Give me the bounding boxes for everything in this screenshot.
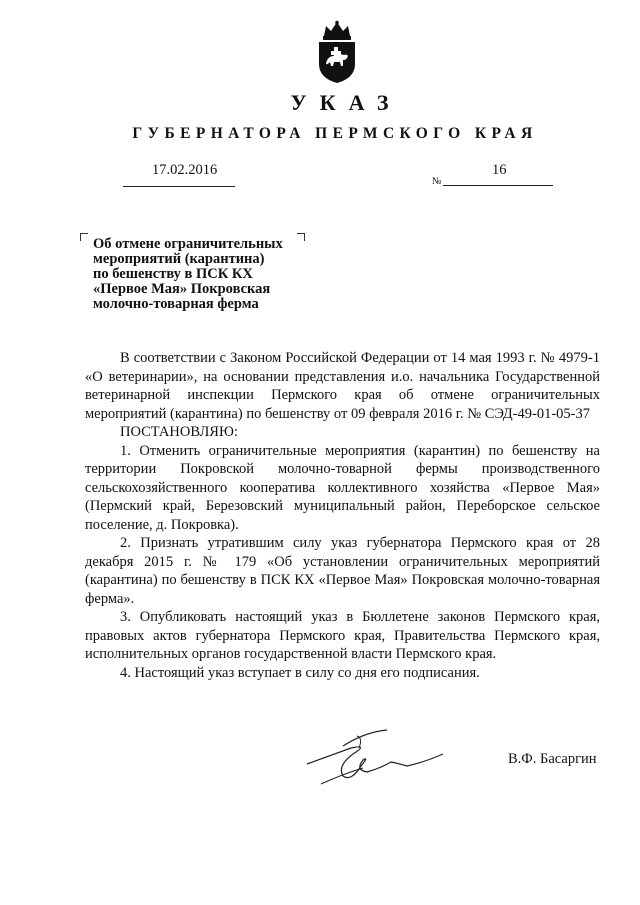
decree-number: 16 xyxy=(492,162,507,178)
date-underline xyxy=(123,186,235,187)
subject-bracket-left xyxy=(80,233,88,241)
decree-item: 2. Признать утратившим силу указ губернатора Пермского края от 28 декабря 2015 г. № 179 «Об установлении ограничительных мероприятий (карантина) по бешенству в ПСК КХ «Первое Мая» Покровская молочно-товарная ферма». xyxy=(85,535,600,607)
signature-icon xyxy=(303,718,455,788)
preamble-paragraph: В соответствии с Законом Российской Федерации от 14 мая 1993 г. № 4979-1 «О ветеринарии», на основании представления и.о. начальника Государственной ветеринарной инспекции Пермского края об отмене ограничительных мероприятий (карантина) по бешенству от 09 февраля 2016 г. № СЭД-49-01-05-37 xyxy=(85,350,600,422)
decree-item: 3. Опубликовать настоящий указ в Бюллетене законов Пермского края, правовых актов губернатора Пермского края, Правительства Пермского края, исполнительных органов государственной власти Пермского края. xyxy=(85,609,600,662)
document-title: УКАЗ xyxy=(290,90,402,115)
decree-word: ПОСТАНОВЛЯЮ: xyxy=(120,424,238,440)
decree-item: 4. Настоящий указ вступает в силу со дня его подписания. xyxy=(120,664,480,681)
decree-body xyxy=(85,349,600,682)
decree-date: 17.02.2016 xyxy=(152,162,218,178)
number-sign: № xyxy=(432,176,442,187)
subject-line: молочно-товарная ферма xyxy=(93,296,259,312)
decree-item: 1. Отменить ограничительные мероприятия (карантин) по бешенству на территории Покровской молочно-товарной фермы производственного сельскохозяйственного кооператива коллективного хозяйства «Первое Мая» (Пермский край, Березовский муниципальный район, Переборское сельское поселение, д. Покровка). xyxy=(85,442,600,533)
coat-of-arms-icon xyxy=(316,20,358,84)
subject-line: «Первое Мая» Покровская xyxy=(93,281,271,297)
number-underline xyxy=(443,185,553,186)
subject-line: Об отмене ограничительных xyxy=(93,236,283,252)
subject-line: по бешенству в ПСК КХ xyxy=(93,266,253,282)
document-issuer: ГУБЕРНАТОРА ПЕРМСКОГО КРАЯ xyxy=(132,125,538,142)
subject-line: мероприятий (карантина) xyxy=(93,251,265,267)
signer-name: В.Ф. Басаргин xyxy=(508,751,597,767)
decree-subject xyxy=(93,237,313,312)
